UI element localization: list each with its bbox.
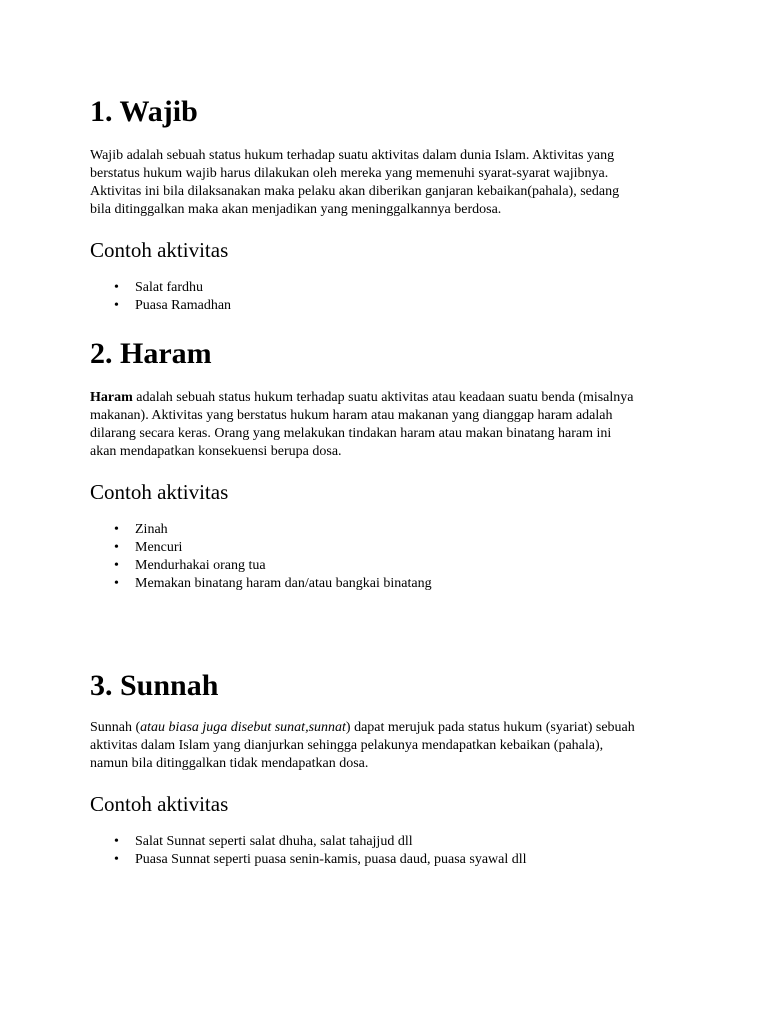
list-item [90,521,690,539]
list-item-text: Puasa Sunnat seperti puasa senin-kamis, puasa daud, puasa syawal dll [135,852,527,867]
examples-subheading: Contoh aktivitas [90,480,229,504]
paragraph-line [90,719,690,737]
list-item-text: Puasa Ramadhan [135,298,232,313]
section-paragraph [90,389,690,461]
list-item-text: Memakan binatang haram dan/atau bangkai binatang [135,576,432,591]
paragraph-line [90,389,690,407]
list-item [90,833,690,851]
list-item [90,851,690,869]
section-paragraph [90,147,690,219]
examples-list [90,521,690,593]
paragraph-line: aktivitas dalam Islam yang dianjurkan sehingga pelakunya mendapatkan kebaikan (pahala), [90,738,604,753]
examples-subheading: Contoh aktivitas [90,792,229,816]
list-item [90,297,690,315]
bullet-icon: • [114,558,119,573]
paragraph-line: berstatus hukum wajib harus dilakukan oleh mereka yang memenuhi syarat-syarat wajibnya. [90,166,609,181]
examples-subheading: Contoh aktivitas [90,238,229,262]
list-item [90,539,690,557]
section-heading: 3. Sunnah [90,669,219,702]
bullet-icon: • [114,540,119,555]
paragraph-text: adalah sebuah status hukum terhadap suatu aktivitas atau keadaan suatu benda (misalnya [132,390,634,405]
paragraph-line: akan mendapatkan konsekuensi berupa dosa. [90,444,342,459]
italic-note: atau biasa juga disebut sunat,sunnat [140,720,346,735]
bullet-icon: • [114,576,119,591]
paragraph-line: namun bila ditinggalkan tidak mendapatkan dosa. [90,756,369,771]
paragraph-text: Sunnah ( [90,720,141,735]
examples-list [90,833,690,869]
paragraph-line: dilarang secara keras. Orang yang melakukan tindakan haram atau makan binatang haram ini [90,426,612,441]
bullet-icon: • [114,852,119,867]
list-item [90,575,690,593]
paragraph-text: ) dapat merujuk pada status hukum (syariat) sebuah [345,720,635,735]
bullet-icon: • [114,834,119,849]
bullet-icon: • [114,522,119,537]
section-haram [90,336,690,593]
list-item-text: Mencuri [135,540,183,555]
examples-list [90,279,690,315]
section-paragraph [90,719,690,773]
bullet-icon: • [114,280,119,295]
paragraph-line: Aktivitas ini bila dilaksanakan maka pelaku akan diberikan ganjaran kebaikan(pahala), sedang [90,184,620,199]
paragraph-line: makanan). Aktivitas yang berstatus hukum haram atau makanan yang dianggap haram adalah [90,408,613,423]
list-item-text: Salat Sunnat seperti salat dhuha, salat tahajjud dll [135,834,413,849]
bullet-icon: • [114,298,119,313]
section-sunnah [90,668,690,869]
list-item-text: Zinah [135,522,168,537]
list-item [90,279,690,297]
paragraph-line: Wajib adalah sebuah status hukum terhadap suatu aktivitas dalam dunia Islam. Aktivitas yang [90,148,615,163]
list-item-text: Mendurhakai orang tua [135,558,266,573]
section-heading: 2. Haram [90,337,212,370]
paragraph-line: bila ditinggalkan maka akan menjadikan yang meninggalkannya berdosa. [90,202,502,217]
list-item [90,557,690,575]
section-heading: 1. Wajib [90,95,198,128]
list-item-text: Salat fardhu [135,280,204,295]
section-wajib [90,94,690,315]
bold-term: Haram [90,390,133,405]
